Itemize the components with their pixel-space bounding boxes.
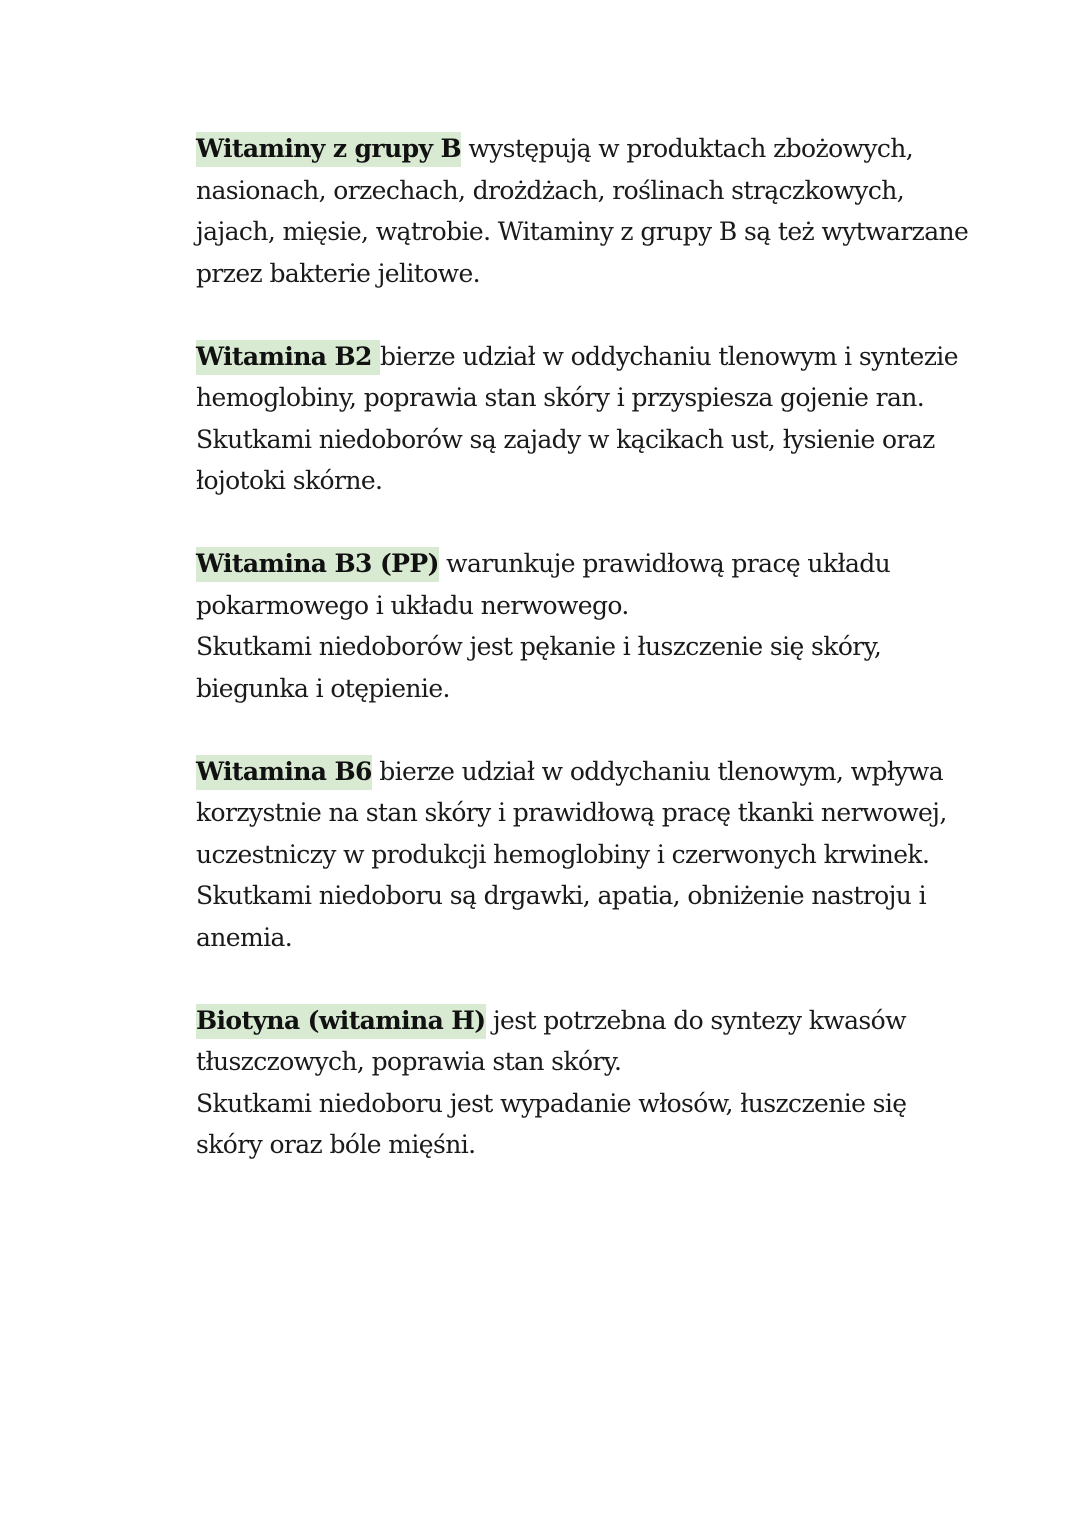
highlighted-term: Witaminy z grupy B xyxy=(196,132,461,167)
paragraph xyxy=(196,1000,976,1083)
paragraph-text: występują w produktach zbożowych, nasionach, orzechach, drożdżach, roślinach strączkowych, jajach, mięsie, wątrobie. Witaminy z grupy B są też wytwarzane przez bakterie jelitowe. xyxy=(196,134,969,288)
section-vitamin-b6 xyxy=(196,751,976,959)
deficiency-text: Skutkami niedoborów są zajady w kącikach ust, łysienie oraz łojotoki skórne. xyxy=(196,424,935,495)
paragraph-text: warunkuje prawidłową pracę układu pokarmowego i układu nerwowego. xyxy=(196,549,891,620)
section-biotin xyxy=(196,1000,976,1166)
paragraph-text: bierze udział w oddychaniu tlenowym, wpływa korzystnie na stan skóry i prawidłową pracę tkanki nerwowej, uczestniczy w produkcji hemoglobiny i czerwonych krwinek. xyxy=(196,756,947,869)
highlighted-term: Biotyna (witamina H) xyxy=(196,1004,486,1039)
paragraph-text: bierze udział w oddychaniu tlenowym i syntezie hemoglobiny, poprawia stan skóry i przyspiesza gojenie ran. xyxy=(196,341,958,412)
deficiency-text: Skutkami niedoboru są drgawki, apatia, obniżenie nastroju i anemia. xyxy=(196,881,926,952)
highlighted-term: Witamina B6 xyxy=(196,755,372,790)
paragraph xyxy=(196,128,976,294)
section-vitamin-b2 xyxy=(196,336,976,502)
document-page xyxy=(196,128,976,1207)
paragraph xyxy=(196,543,976,626)
deficiency-text: Skutkami niedoboru jest wypadanie włosów, łuszczenie się skóry oraz bóle mięśni. xyxy=(196,1088,907,1159)
paragraph xyxy=(196,751,976,876)
highlighted-term: Witamina B3 (PP) xyxy=(196,547,439,582)
section-vitamin-b3 xyxy=(196,543,976,709)
deficiency-text: Skutkami niedoborów jest pękanie i łuszczenie się skóry, biegunka i otępienie. xyxy=(196,632,882,703)
highlighted-term: Witamina B2 xyxy=(196,340,380,375)
paragraph xyxy=(196,336,976,419)
section-vitamin-b-group xyxy=(196,128,976,294)
paragraph-text: jest potrzebna do syntezy kwasów tłuszczowych, poprawia stan skóry. xyxy=(196,1005,906,1076)
